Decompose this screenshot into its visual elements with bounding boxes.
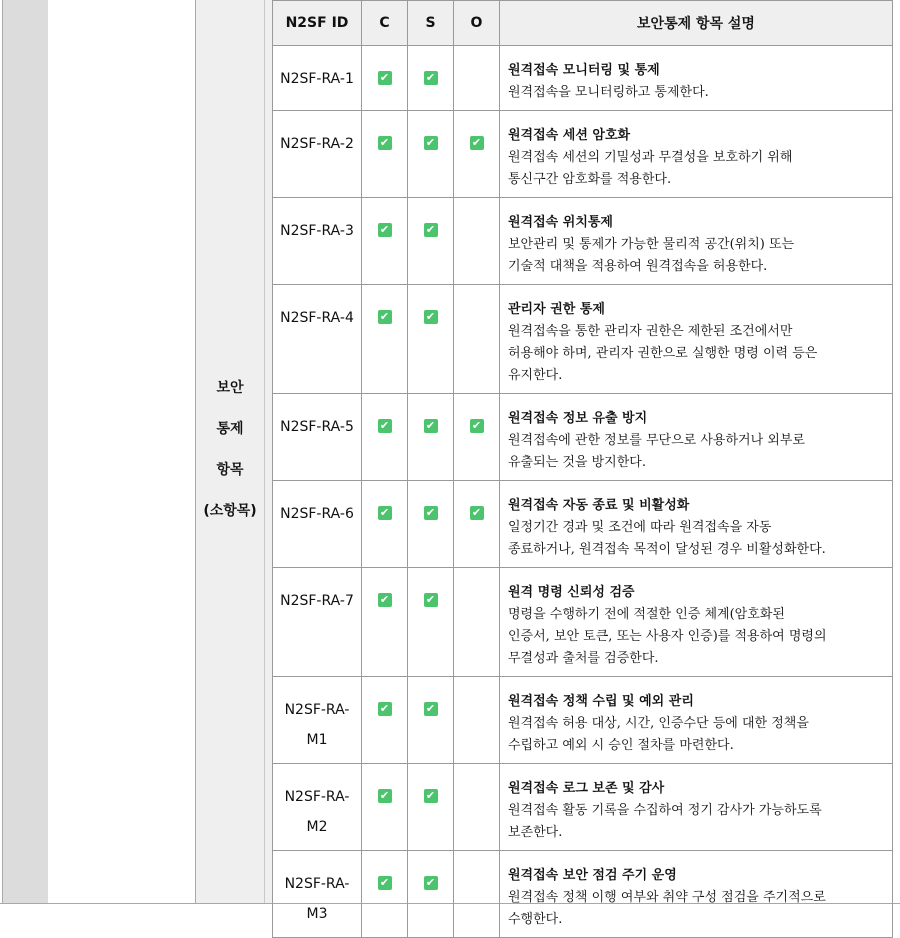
checkmark-icon: ✔	[424, 789, 438, 803]
table-row	[273, 568, 893, 677]
checkmark-icon: ✔	[424, 223, 438, 237]
checkmark-icon: ✔	[378, 136, 392, 150]
control-id	[273, 481, 362, 568]
checkmark-icon: ✔	[470, 136, 484, 150]
category-label-line: 통제	[216, 421, 244, 437]
checkmark-icon: ✔	[378, 506, 392, 520]
checkmark-icon: ✔	[378, 223, 392, 237]
checkmark-icon: ✔	[378, 702, 392, 716]
control-title: 원격접속 로그 보존 및 감사	[508, 781, 665, 796]
level-c-cell	[362, 764, 408, 851]
level-o-cell	[454, 394, 500, 481]
level-s-cell	[408, 198, 454, 285]
control-description	[500, 568, 893, 677]
level-s-cell	[408, 46, 454, 111]
control-table	[272, 0, 893, 938]
control-id-line: N2SF-RA-7	[280, 593, 354, 609]
control-body: 일정기간 경과 및 조건에 따라 원격접속을 자동 종료하거나, 원격접속 목적이 달성된 경우 비활성화한다.	[508, 520, 826, 557]
header-id: N2SF ID	[273, 1, 362, 46]
level-o-cell	[454, 568, 500, 677]
category-label-line: (소항목)	[203, 503, 257, 519]
level-o-cell	[454, 46, 500, 111]
level-o-cell	[454, 481, 500, 568]
control-id-line: N2SF-RA-	[284, 702, 350, 718]
control-body: 원격접속 활동 기록을 수집하여 정기 감사가 가능하도록 보존한다.	[508, 803, 822, 840]
control-description	[500, 46, 893, 111]
level-o-cell	[454, 851, 500, 938]
checkmark-icon: ✔	[470, 419, 484, 433]
category-label-line: 항목	[216, 462, 244, 478]
checkmark-icon: ✔	[378, 71, 392, 85]
table-row	[273, 46, 893, 111]
checkmark-icon: ✔	[378, 419, 392, 433]
checkmark-icon: ✔	[378, 789, 392, 803]
level-c-cell	[362, 394, 408, 481]
control-description	[500, 394, 893, 481]
checkmark-icon: ✔	[378, 310, 392, 324]
checkmark-icon: ✔	[424, 702, 438, 716]
level-s-cell	[408, 568, 454, 677]
control-body: 원격접속을 모니터링하고 통제한다.	[508, 85, 709, 100]
level-c-cell	[362, 285, 408, 394]
control-id-line: M2	[306, 819, 328, 835]
level-c-cell	[362, 198, 408, 285]
control-body: 원격접속 허용 대상, 시간, 인증수단 등에 대한 정책을 수립하고 예외 시 승인 절차를 마련한다.	[508, 716, 809, 753]
control-title: 원격접속 자동 종료 및 비활성화	[508, 498, 690, 513]
level-c-cell	[362, 111, 408, 198]
checkmark-icon: ✔	[424, 310, 438, 324]
table-header-row	[273, 1, 893, 46]
control-body: 원격접속 세션의 기밀성과 무결성을 보호하기 위해 통신구간 암호화를 적용한다.	[508, 150, 793, 187]
level-s-cell	[408, 677, 454, 764]
control-description	[500, 198, 893, 285]
control-description	[500, 677, 893, 764]
header-o: O	[454, 1, 500, 46]
level-c-cell	[362, 46, 408, 111]
table-row	[273, 111, 893, 198]
level-s-cell	[408, 764, 454, 851]
checkmark-icon: ✔	[424, 71, 438, 85]
control-description	[500, 764, 893, 851]
table-row	[273, 764, 893, 851]
control-id-line: N2SF-RA-5	[280, 419, 354, 435]
level-s-cell	[408, 481, 454, 568]
control-body: 원격접속을 통한 관리자 권한은 제한된 조건에서만 허용해야 하며, 관리자 권한으로 실행한 명령 이력 등은 유지한다.	[508, 324, 818, 383]
control-id	[273, 394, 362, 481]
header-description: 보안통제 항목 설명	[500, 1, 893, 46]
table-row	[273, 394, 893, 481]
control-body: 원격접속 정책 이행 여부와 취약 구성 점검을 주기적으로 수행한다.	[508, 890, 826, 927]
level-s-cell	[408, 111, 454, 198]
checkmark-icon: ✔	[378, 876, 392, 890]
control-id-line: N2SF-RA-	[284, 789, 350, 805]
control-id	[273, 285, 362, 394]
left-white-column	[48, 0, 196, 903]
category-label	[196, 368, 264, 532]
level-o-cell	[454, 111, 500, 198]
control-title: 원격 명령 신뢰성 검증	[508, 585, 635, 600]
control-id	[273, 568, 362, 677]
control-title: 원격접속 보안 점검 주기 운영	[508, 868, 677, 883]
control-id-line: N2SF-RA-4	[280, 310, 354, 326]
control-id-line: N2SF-RA-2	[280, 136, 354, 152]
control-description	[500, 285, 893, 394]
level-o-cell	[454, 285, 500, 394]
level-s-cell	[408, 285, 454, 394]
control-id	[273, 677, 362, 764]
checkmark-icon: ✔	[424, 876, 438, 890]
control-id-line: N2SF-RA-1	[280, 71, 354, 87]
control-body: 명령을 수행하기 전에 적절한 인증 체계(암호화된 인증서, 보안 토큰, 또는 사용자 인증)를 적용하여 명령의 무결성과 출처를 검증한다.	[508, 607, 827, 666]
category-label-line: 보안	[216, 380, 244, 396]
control-description	[500, 481, 893, 568]
control-id-line: N2SF-RA-6	[280, 506, 354, 522]
level-s-cell	[408, 394, 454, 481]
control-description	[500, 851, 893, 938]
control-id	[273, 111, 362, 198]
control-description	[500, 111, 893, 198]
control-title: 원격접속 모니터링 및 통제	[508, 63, 660, 78]
control-id	[273, 851, 362, 938]
table-row	[273, 851, 893, 938]
control-title: 관리자 권한 통제	[508, 302, 605, 317]
level-o-cell	[454, 198, 500, 285]
control-title: 원격접속 위치통제	[508, 215, 613, 230]
control-id-line: M1	[306, 732, 328, 748]
control-title: 원격접속 세션 암호화	[508, 128, 631, 143]
level-c-cell	[362, 677, 408, 764]
control-id-line: N2SF-RA-3	[280, 223, 354, 239]
control-title: 원격접속 정책 수립 및 예외 관리	[508, 694, 694, 709]
control-title: 원격접속 정보 유출 방지	[508, 411, 648, 426]
header-s: S	[408, 1, 454, 46]
checkmark-icon: ✔	[424, 593, 438, 607]
checkmark-icon: ✔	[378, 593, 392, 607]
control-body: 보안관리 및 통제가 가능한 물리적 공간(위치) 또는 기술적 대책을 적용하여 원격접속을 허용한다.	[508, 237, 795, 274]
control-id-line: M3	[306, 906, 328, 922]
level-o-cell	[454, 677, 500, 764]
control-id	[273, 764, 362, 851]
level-c-cell	[362, 481, 408, 568]
table-row	[273, 285, 893, 394]
control-body: 원격접속에 관한 정보를 무단으로 사용하거나 외부로 유출되는 것을 방지한다.	[508, 433, 805, 470]
control-id	[273, 198, 362, 285]
checkmark-icon: ✔	[424, 136, 438, 150]
checkmark-icon: ✔	[424, 419, 438, 433]
left-gray-column	[2, 0, 49, 903]
header-c: C	[362, 1, 408, 46]
control-id-line: N2SF-RA-	[284, 876, 350, 892]
checkmark-icon: ✔	[424, 506, 438, 520]
checkmark-icon: ✔	[470, 506, 484, 520]
level-c-cell	[362, 851, 408, 938]
level-s-cell	[408, 851, 454, 938]
control-id	[273, 46, 362, 111]
table-row	[273, 677, 893, 764]
category-gap	[265, 0, 272, 903]
table-row	[273, 198, 893, 285]
level-c-cell	[362, 568, 408, 677]
table-row	[273, 481, 893, 568]
level-o-cell	[454, 764, 500, 851]
